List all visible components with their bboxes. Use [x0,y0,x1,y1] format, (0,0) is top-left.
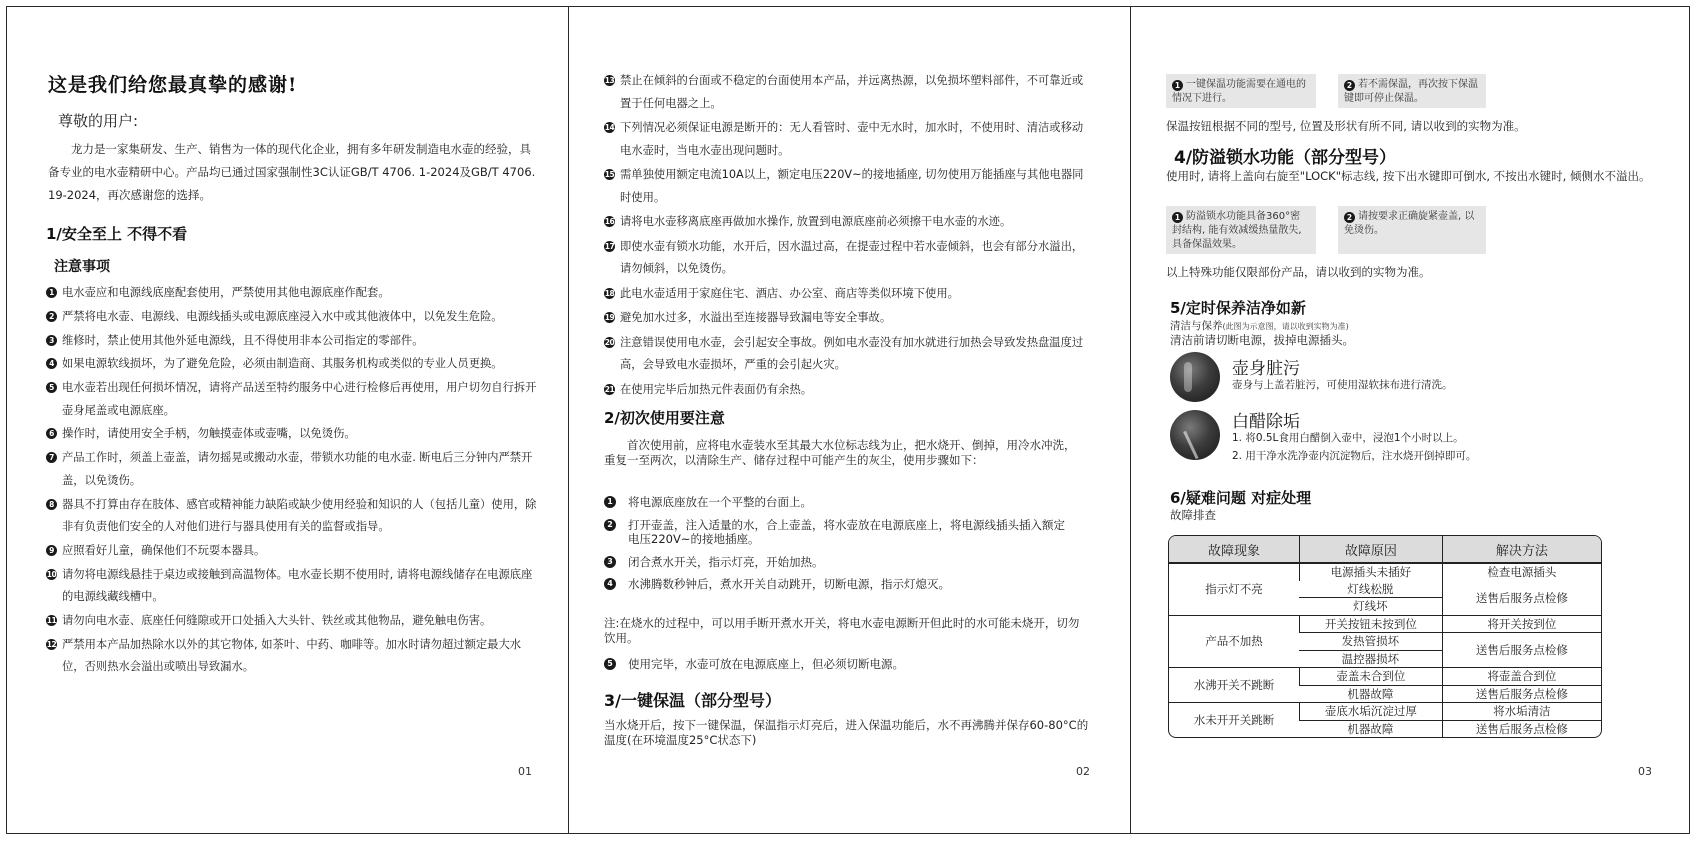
precaution-item [46,610,542,633]
item-text: 电水壶若出现任何损坏情况，请将产品送至特约服务中心进行检修后再使用，用户切勿自行拆开壶身尾盖或电源底座。 [62,381,537,417]
note-text: 一键保温功能需要在通电的情况下进行。 [1172,79,1306,104]
item-text: 此电水壶适用于家庭住宅、酒店、办公室、商店等类似环境下使用。 [620,286,959,300]
precaution-item [46,447,542,492]
company-intro: 龙力是一家集研发、生产、销售为一体的现代化企业，拥有多年研发制造电水壶的经验，具备专业的电水壶精研中心。产品均已通过国家强制性3C认证GB/T 4706. 1-2024及GB/T 4706. 19-2024，再次感谢您的选择。 [48,142,536,202]
item-number: 9 [46,545,57,556]
step-5 [604,657,1074,672]
manual-page-3 [1130,6,1690,834]
fault-symptom: 水未开开关跳断 [1169,702,1299,737]
precaution-item [604,236,1094,281]
note-number: 1 [1172,80,1183,91]
keep-warm-note-1 [1166,74,1316,108]
section-1-title: 1/安全至上 不得不看 [46,225,188,243]
section-5-title: 5/定时保养洁净如新 [1170,299,1306,317]
item-number: 16 [604,217,615,226]
boiling-note: 注:在烧水的过程中，可以用手断开煮水开关，将电水壶电源断开但此时的水可能未烧开，切勿饮用。 [604,616,1080,645]
fault-solution: 将水垢清洁 [1442,702,1601,720]
fault-solution: 检查电源插头 [1442,563,1601,581]
fault-cause: 机器故障 [1299,720,1442,738]
table-row [1169,615,1601,633]
item-text: 请勿将电源线悬挂于桌边或接触到高温物体。电水壶长期不使用时, 请将电源线储存在电源底座的电源线藏线槽中。 [62,567,533,604]
descale-title: 白醋除垢 [1232,412,1300,432]
step-number: 3 [604,556,616,568]
item-number: 14 [604,123,615,132]
step-text: 将电源底座放在一个平整的台面上。 [628,495,812,509]
step-number: 1 [604,496,616,508]
kettle-body-photo [1170,352,1220,402]
anti-spill-note-1 [1166,206,1316,254]
fault-solution: 送售后服务点检修 [1442,632,1601,667]
page-number: 01 [518,765,532,778]
vinegar-descaling-photo [1170,410,1220,460]
fault-symptom: 水沸开关不跳断 [1169,667,1299,702]
table-row [1169,667,1601,685]
care-label-text: 清洁与保养 [1170,320,1223,332]
item-number: 20 [604,337,615,347]
precaution-item [46,540,542,563]
step-text: 水沸腾数秒钟后，煮水开关自动跳开，切断电源，指示灯熄灭。 [628,577,950,591]
precaution-item [604,117,1094,162]
step-item [604,495,1074,510]
fault-symptom: 指示灯不亮 [1169,563,1299,615]
item-text: 电水壶应和电源线底座配套使用，严禁使用其他电源底座作配套。 [62,286,390,299]
anti-spill-note-2 [1338,206,1486,254]
keep-warm-model-note: 保温按钮根据不同的型号, 位置及形状有所不同, 请以收到的实物为准。 [1166,119,1526,133]
item-text: 严禁将电水壶、电源线、电源线插头或电源底座浸入水中或其他液体中，以免发生危险。 [62,309,503,323]
table-row [1169,563,1601,581]
note-text: 若不需保温，再次按下保温键即可停止保温。 [1344,79,1478,104]
item-number: 19 [604,313,615,322]
note-text: 请按要求正确旋紧壶盖, 以免烫伤。 [1344,211,1475,236]
step-item [604,518,1074,547]
item-text: 严禁用本产品加热除水以外的其它物体, 如茶叶、中药、咖啡等。加水时请勿超过额定最大水位，否则热水会溢出或喷出导致漏水。 [62,637,522,674]
care-label-note: (此图为示意图，请以收到实物为准) [1222,322,1349,331]
step-item [604,555,1074,570]
item-text: 下列情况必须保证电源是断开的：无人看管时、壶中无水时，加水时，不使用时、清洁或移动电水壶时，当电水壶出现问题时。 [620,121,1084,157]
table-header: 故障原因 [1299,536,1442,563]
item-number: 21 [604,384,615,394]
item-number: 11 [46,615,57,625]
fault-cause: 温控器损坏 [1299,650,1442,668]
precaution-item [604,307,1094,330]
precaution-item [46,282,542,305]
item-number: 17 [604,241,615,251]
fault-solution: 送售后服务点检修 [1442,581,1601,615]
fault-solution: 送售后服务点检修 [1442,685,1601,703]
note-number: 2 [1344,80,1355,91]
item-text: 请将电水壶移离底座再做加水操作, 放置到电源底座前必须擦干电水壶的水迹。 [620,215,1012,228]
fault-cause: 机器故障 [1299,685,1442,703]
fault-cause: 开关按钮未按到位 [1299,615,1442,633]
item-number: 10 [46,569,57,579]
precaution-item [46,377,542,422]
item-text: 避免加水过多，水溢出至连接器导致漏电等安全事故。 [620,311,892,324]
section-6-title: 6/疑难问题 对症处理 [1170,489,1312,507]
care-label [1170,319,1349,334]
anti-spill-text: 使用时, 请将上盖向右旋至"LOCK"标志线, 按下出水键即可倒水, 不按出水键时, 倾侧水不溢出。 [1166,169,1651,183]
precaution-item [604,211,1094,234]
item-number: 2 [46,311,57,322]
item-text: 在使用完毕后加热元件表面仍有余热。 [620,382,813,396]
clean-body-title: 壶身脏污 [1232,359,1300,379]
keep-warm-note-2 [1338,74,1486,108]
item-number: 3 [46,335,57,346]
item-text: 产品工作时，须盖上壶盖，请勿摇晃或搬动水壶，带锁水功能的电水壶. 断电后三分钟内严禁开盖，以免烫伤。 [62,451,533,487]
precaution-item [46,564,542,609]
fault-cause: 电源插头未插好 [1299,563,1442,581]
item-text: 禁止在倾斜的台面或不稳定的台面使用本产品，并远离热源，以免损坏塑料部件，不可靠近或置于任何电器之上。 [620,74,1084,110]
precaution-item [604,379,1094,402]
step-text: 打开壶盖，注入适量的水，合上壶盖，将水壶放在电源底座上，将电源线插头插入额定电压220V~的接地插座。 [628,517,1065,546]
item-text: 请勿向电水壶、底座任何缝隙或开口处插入大头针、铁丝或其他物品，避免触电伤害。 [62,613,492,627]
fault-cause: 灯线松脱 [1347,581,1394,596]
step-number: 2 [604,519,616,531]
step-item [604,657,1074,672]
note-number: 1 [1172,212,1183,223]
item-text: 操作时，请使用安全手柄，勿触摸壶体或壶嘴，以免烫伤。 [62,427,356,441]
table-header: 故障现象 [1169,536,1299,563]
precautions-list [46,282,542,680]
precaution-item [46,634,542,679]
manual-page-2 [568,6,1130,834]
item-number: 13 [604,76,615,85]
care-instruction: 清洁前请切断电源，拔掉电源插头。 [1170,333,1354,347]
step-number: 5 [604,658,616,670]
salutation: 尊敬的用户: [58,112,139,130]
fault-solution: 将开关按到位 [1442,615,1601,633]
item-number: 18 [604,288,615,298]
fault-cause: 发热管损坏 [1299,632,1442,650]
item-number: 15 [604,170,615,179]
precaution-item [604,164,1094,209]
item-text: 维修时，禁止使用其他外延电源线，且不得使用非本公司指定的零部件。 [62,333,424,347]
item-text: 应照看好儿童，确保他们不玩耍本器具。 [62,543,266,557]
table-row [1169,702,1601,720]
special-function-note: 以上特殊功能仅限部份产品，请以收到的实物为准。 [1166,265,1431,279]
fault-cause: 壶底水垢沉淀过厚 [1299,702,1442,720]
precaution-item [604,283,1094,306]
note-number: 2 [1344,212,1355,223]
item-text: 注意错误使用电水壶，会引起安全事故。例如电水壶没有加水就进行加热会导致发热盘温度过高，会导致电水壶损坏，严重的会引起火灾。 [620,335,1084,371]
thanks-heading: 这是我们给您最真挚的感谢! [48,74,298,96]
item-number: 1 [46,287,57,298]
fault-symptom: 产品不加热 [1169,615,1299,668]
item-text: 需单独使用额定电流10A以上，额定电压220V~的接地插座, 切勿使用万能插座与其他电器同时使用。 [620,168,1084,204]
clean-body-text: 壶身与上盖若脏污，可使用湿软抹布进行清洗。 [1232,379,1453,391]
note-text: 防溢锁水功能具备360°密封结构, 能有效减缓热量散失, 具备保温效果。 [1172,211,1302,250]
fault-cause: 壶盖未合到位 [1299,667,1442,685]
page-number: 03 [1638,765,1652,778]
precaution-item [46,494,542,539]
section-2-title: 2/初次使用要注意 [604,409,725,427]
keep-warm-text: 当水烧开后，按下一键保温，保温指示灯亮后，进入保温功能后，水不再沸腾并保存60-80°C的温度(在环境温度25°C状态下) [604,718,1089,747]
troubleshoot-label: 故障排查 [1170,508,1216,522]
fault-solution: 送售后服务点检修 [1442,720,1601,738]
item-text: 如果电源软线损坏，为了避免危险，必须由制造商、其服务机构或类似的专业人员更换。 [62,357,503,371]
section-4-title: 4/防溢锁水功能（部分型号） [1174,148,1397,168]
precaution-item [46,330,542,353]
precaution-item [46,353,542,376]
item-text: 器具不打算由存在肢体、感官或精神能力缺陷或缺少使用经验和知识的人（包括儿童）使用，除非有负责他们安全的人对他们进行与器具使用有关的监督或指导。 [62,497,537,534]
fault-cause: 灯线坏 [1299,597,1442,615]
descale-step-2: 2. 用干净水洗净壶内沉淀物后，注水烧开倒掉即可。 [1232,450,1477,462]
fault-solution: 将壶盖合到位 [1442,667,1601,685]
precaution-item [46,423,542,446]
step-item [604,577,1074,592]
item-number: 4 [46,358,57,369]
table-header: 解决方法 [1442,536,1601,563]
page-number: 02 [1076,765,1090,778]
item-number: 12 [46,639,57,649]
precaution-item [604,332,1094,377]
item-number: 7 [46,452,57,463]
section-3-title: 3/一键保温（部分型号） [604,691,781,710]
first-use-steps [604,495,1074,592]
precaution-item [46,306,542,329]
precautions-list-continued [604,70,1094,403]
item-number: 8 [46,499,57,510]
precaution-item [604,70,1094,115]
step-text: 使用完毕，水壶可放在电源底座上，但必须切断电源。 [628,657,904,671]
item-text: 即使水壶有锁水功能，水开后，因水温过高，在提壶过程中若水壶倾斜，也会有部分水溢出，请勿倾斜，以免烫伤。 [620,239,1084,275]
item-number: 6 [46,428,57,439]
descale-step-1: 1. 将0.5L食用白醋倒入壶中，浸泡1个小时以上。 [1232,432,1464,444]
item-number: 5 [46,382,57,393]
precautions-title: 注意事项 [54,259,110,275]
troubleshooting-table [1168,535,1602,738]
first-use-intro: 首次使用前，应将电水壶装水至其最大水位标志线为止，把水烧开、倒掉，用冷水冲洗，重复一至两次，以清除生产、储存过程中可能产生的灰尘，使用步骤如下： [604,438,1076,467]
step-text: 闭合煮水开关，指示灯亮，开始加热。 [628,554,824,569]
manual-page-1 [6,6,568,834]
step-number: 4 [604,578,616,590]
